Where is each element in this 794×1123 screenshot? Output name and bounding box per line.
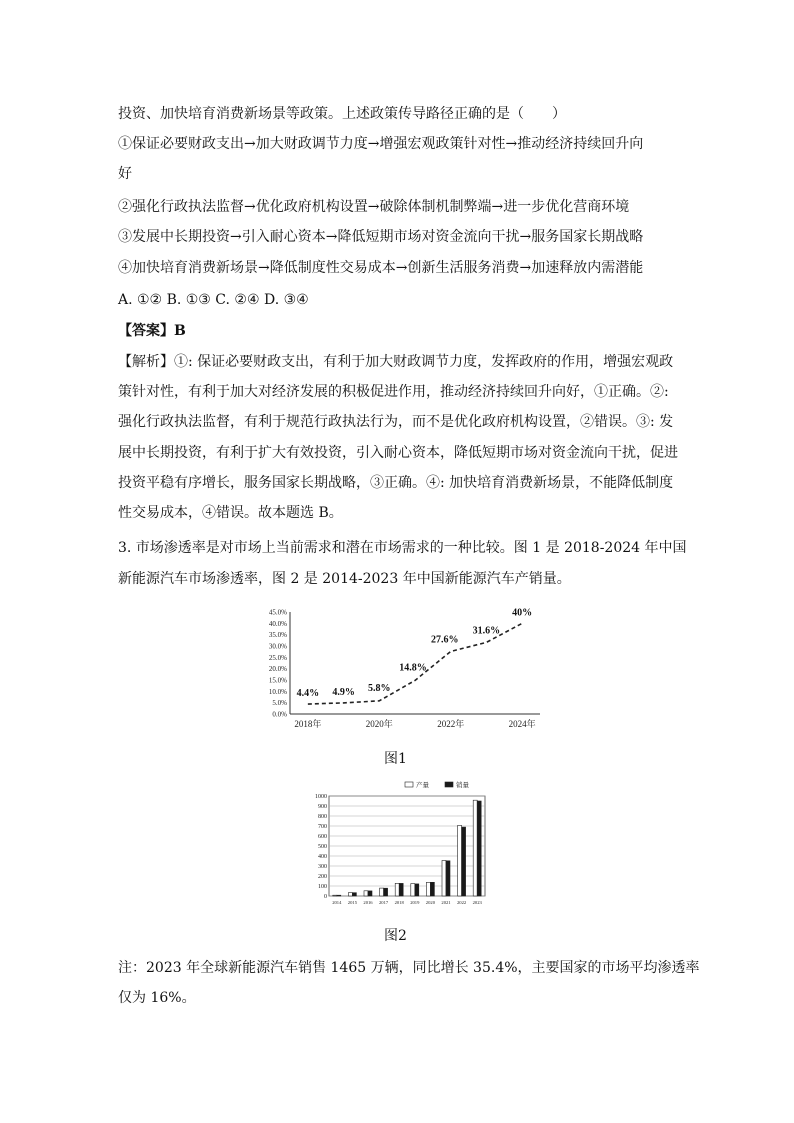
bar-production	[442, 861, 446, 897]
text-line: 强化行政执法监督，有利于规范行政执法行为，而不是优化政府机构设置，②错误。③: 发	[118, 414, 674, 430]
text-line: ④加快培育消费新场景→降低制度性交易成本→创新生活服务消费→加速释放内需潜能	[118, 260, 644, 276]
bar-sales	[430, 882, 434, 896]
figure1-caption: 图1	[384, 751, 407, 767]
x-tick-label: 2016	[363, 900, 373, 905]
text-line: A. ①② B. ①③ C. ②④ D. ③④	[118, 292, 309, 308]
penetration-rate-line-chart	[250, 600, 550, 740]
y-tick-label: 800	[318, 814, 327, 820]
bar-production	[395, 883, 399, 896]
y-tick-label: 30.0%	[268, 642, 287, 651]
text-line: ③发展中长期投资→引入耐心资本→降低短期市场对资金流向干扰→服务国家长期战略	[118, 229, 644, 245]
y-tick-label: 1000	[315, 794, 327, 800]
legend-label: 产量	[416, 782, 429, 789]
y-tick-label: 500	[318, 844, 327, 850]
text-line: ①保证必要财政支出→加大财政调节力度→增强宏观政策针对性→推动经济持续回升向	[118, 136, 644, 152]
data-label: 14.8%	[399, 662, 427, 674]
legend-swatch	[405, 782, 413, 787]
note-line: 仅为 16%。	[118, 990, 196, 1006]
bar-sales	[352, 893, 356, 896]
text-line: 好	[118, 166, 132, 182]
bar-sales	[415, 884, 419, 896]
bar-production	[411, 884, 415, 896]
data-label: 4.4%	[296, 688, 320, 700]
x-tick-label: 2018	[394, 900, 404, 905]
x-tick-label: 2022	[457, 900, 467, 905]
x-tick-label: 2017	[379, 900, 389, 905]
text-line: 新能源汽车市场渗透率，图 2 是 2014-2023 年中国新能源汽车产销量。	[118, 571, 571, 587]
x-tick-label: 2022年	[437, 719, 465, 729]
text-line: 3. 市场渗透率是对市场上当前需求和潜在市场需求的一种比较。图 1 是 2018-2024 年中国	[118, 540, 687, 556]
legend-label: 销量	[456, 782, 469, 789]
production-sales-bar-chart	[305, 776, 491, 912]
note-line: 注：2023 年全球新能源汽车销售 1465 万辆，同比增长 35.4%，主要国家的市场平均渗透率	[118, 960, 700, 976]
bar-sales	[368, 891, 372, 896]
bar-production	[333, 895, 337, 896]
bar-production	[473, 800, 477, 896]
text-line: 【解析】①: 保证必要财政支出，有利于加大财政调节力度，发挥政府的作用，增强宏观政	[118, 354, 674, 370]
text-line: 策针对性，有利于加大对经济发展的积极促进作用，推动经济持续回升向好，①正确。②:	[118, 384, 669, 400]
x-tick-label: 2019	[410, 900, 420, 905]
x-tick-label: 2024年	[508, 719, 536, 729]
bar-sales	[446, 861, 450, 896]
text-line: 性交易成本，④错误。故本题选 B。	[118, 505, 343, 521]
legend-swatch	[445, 782, 453, 787]
y-tick-label: 35.0%	[268, 631, 287, 640]
y-tick-label: 20.0%	[268, 665, 287, 674]
bar-production	[426, 882, 430, 896]
text-line: 投资平稳有序增长，服务国家长期战略，③正确。④: 加快培育消费新场景，不能降低制度	[118, 475, 674, 491]
x-tick-label: 2020	[425, 900, 435, 905]
y-tick-label: 45.0%	[268, 608, 287, 617]
x-tick-label: 2015	[347, 900, 357, 905]
y-tick-label: 25.0%	[268, 653, 287, 662]
bar-sales	[477, 801, 481, 896]
data-label: 5.8%	[368, 682, 391, 694]
y-tick-label: 0.0%	[272, 710, 287, 719]
x-tick-label: 2023	[472, 900, 482, 905]
x-tick-label: 2018年	[294, 719, 322, 729]
text-line: ②强化行政执法监督→优化政府机构设置→破除体制机制弊端→进一步优化营商环境	[118, 199, 630, 215]
y-tick-label: 600	[318, 834, 327, 840]
x-tick-label: 2020年	[365, 719, 393, 729]
y-tick-label: 100	[318, 884, 327, 890]
figure2-caption: 图2	[384, 928, 407, 944]
bar-sales	[384, 888, 388, 896]
x-tick-label: 2014	[332, 900, 342, 905]
bar-sales	[337, 895, 341, 896]
bar-production	[458, 825, 462, 896]
text-line: 展中长期投资，有利于扩大有效投资，引入耐心资本，降低短期市场对资金流向干扰，促进	[118, 445, 678, 461]
data-label: 40%	[512, 607, 533, 619]
bar-production	[348, 893, 352, 896]
y-tick-label: 40.0%	[268, 619, 287, 628]
y-tick-label: 700	[318, 824, 327, 830]
bar-production	[364, 891, 368, 896]
bar-sales	[462, 827, 466, 896]
x-tick-label: 2021	[441, 900, 451, 905]
bar-sales	[399, 883, 403, 896]
y-tick-label: 10.0%	[268, 687, 287, 696]
data-label: 27.6%	[430, 634, 459, 646]
text-line: 投资、加快培育消费新场景等政策。上述政策传导路径正确的是（ ）	[118, 106, 566, 122]
data-label: 31.6%	[472, 625, 501, 637]
y-tick-label: 0	[324, 894, 327, 900]
y-tick-label: 300	[318, 864, 327, 870]
y-tick-label: 400	[318, 854, 327, 860]
y-tick-label: 5.0%	[272, 699, 287, 708]
y-tick-label: 200	[318, 874, 327, 880]
y-tick-label: 15.0%	[268, 676, 287, 685]
bar-production	[380, 888, 384, 896]
data-label: 4.9%	[332, 686, 355, 698]
text-line: 【答案】B	[118, 323, 186, 339]
y-tick-label: 900	[318, 804, 327, 810]
